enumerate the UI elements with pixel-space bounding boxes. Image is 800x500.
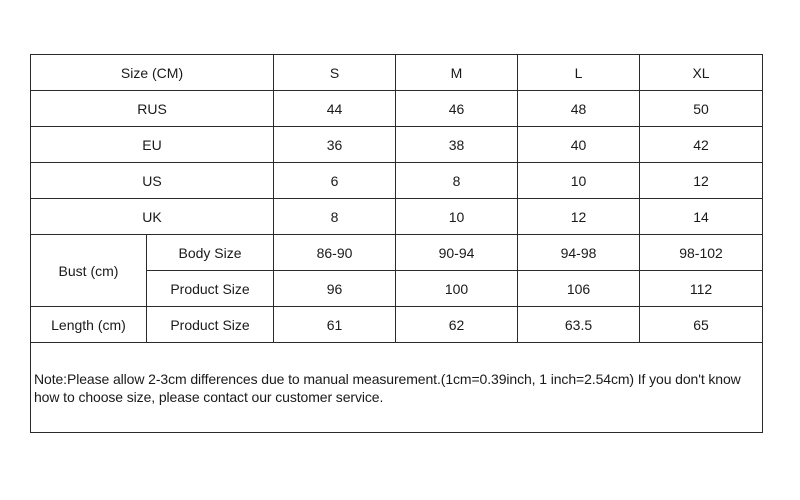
table-cell: 36 [274, 127, 396, 163]
header-size-label: Size (CM) [31, 55, 274, 91]
header-size-xl: XL [640, 55, 763, 91]
header-size-s: S [274, 55, 396, 91]
table-cell: 98-102 [640, 235, 763, 271]
table-row-length [31, 307, 763, 343]
table-cell: 12 [640, 163, 763, 199]
table-cell: 44 [274, 91, 396, 127]
table-cell: 90-94 [396, 235, 518, 271]
table-cell: 46 [396, 91, 518, 127]
sub-label-product-size: Product Size [147, 271, 274, 307]
table-cell: 96 [274, 271, 396, 307]
row-label-length: Length (cm) [31, 307, 147, 343]
table-row-rus [31, 91, 763, 127]
size-chart-table [30, 54, 763, 433]
table-cell: 63.5 [518, 307, 640, 343]
table-cell: 6 [274, 163, 396, 199]
table-row-eu [31, 127, 763, 163]
row-label-rus: RUS [31, 91, 274, 127]
table-cell: 8 [274, 199, 396, 235]
header-size-l: L [518, 55, 640, 91]
sub-label-product-size: Product Size [147, 307, 274, 343]
table-row-note [31, 343, 763, 433]
table-cell: 106 [518, 271, 640, 307]
row-label-bust: Bust (cm) [31, 235, 147, 307]
row-label-uk: UK [31, 199, 274, 235]
measurement-note: Note:Please allow 2-3cm differences due to manual measurement.(1cm=0.39inch, 1 inch=2.54cm) If you don't know how to choose size, please contact our customer service. [31, 343, 763, 433]
table-cell: 86-90 [274, 235, 396, 271]
table-cell: 8 [396, 163, 518, 199]
table-cell: 42 [640, 127, 763, 163]
table-cell: 14 [640, 199, 763, 235]
table-cell: 112 [640, 271, 763, 307]
table-cell: 10 [396, 199, 518, 235]
row-label-us: US [31, 163, 274, 199]
table-cell: 65 [640, 307, 763, 343]
table-cell: 94-98 [518, 235, 640, 271]
table-cell: 38 [396, 127, 518, 163]
sub-label-body-size: Body Size [147, 235, 274, 271]
table-row-us [31, 163, 763, 199]
table-row-uk [31, 199, 763, 235]
header-size-m: M [396, 55, 518, 91]
table-cell: 61 [274, 307, 396, 343]
table-cell: 62 [396, 307, 518, 343]
header-row [31, 55, 763, 91]
table-cell: 40 [518, 127, 640, 163]
row-label-eu: EU [31, 127, 274, 163]
table-cell: 100 [396, 271, 518, 307]
table-cell: 50 [640, 91, 763, 127]
table-cell: 12 [518, 199, 640, 235]
table-row-bust-body [31, 235, 763, 271]
table-cell: 10 [518, 163, 640, 199]
table-cell: 48 [518, 91, 640, 127]
